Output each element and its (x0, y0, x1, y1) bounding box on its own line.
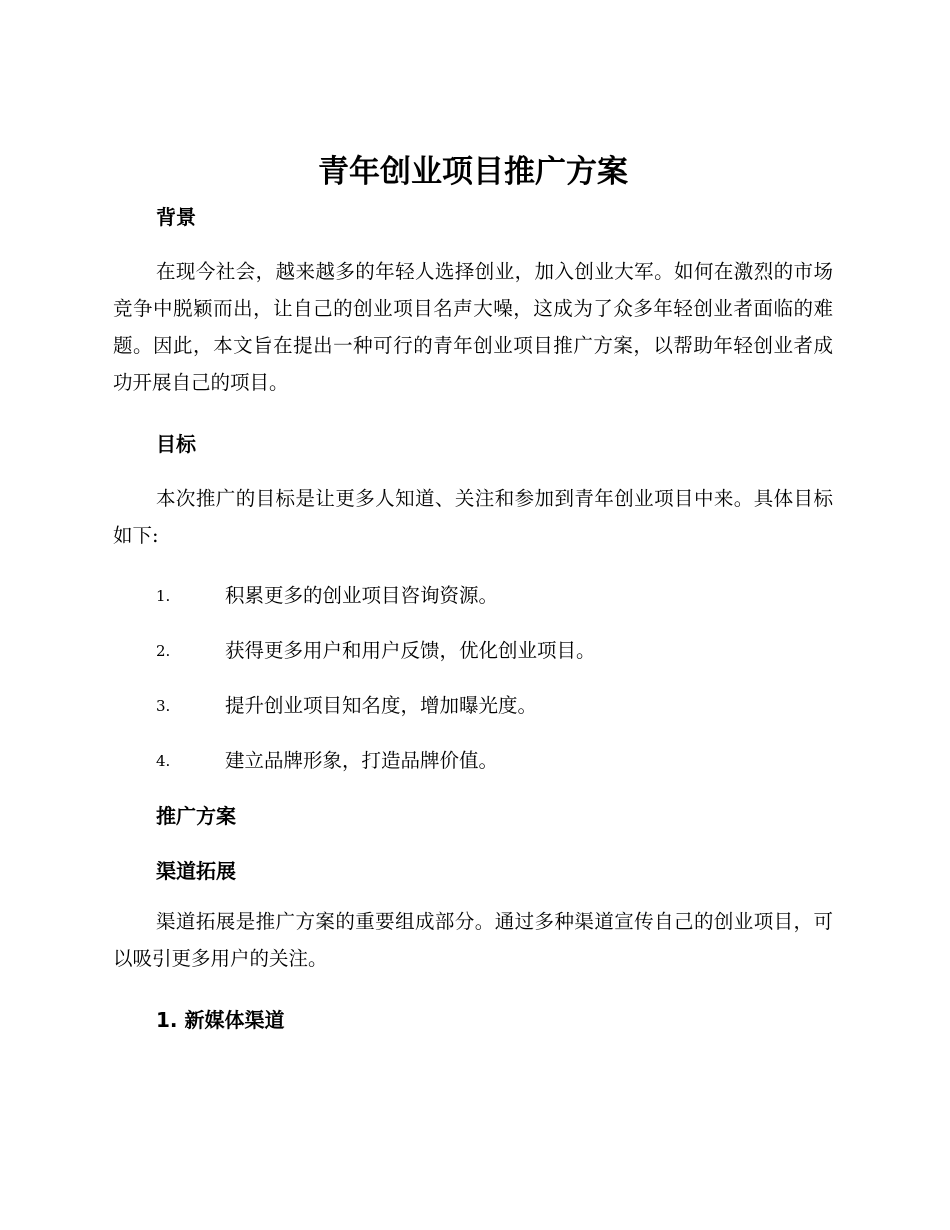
list-item-text: 积累更多的创业项目咨询资源。 (225, 584, 499, 607)
list-item-number: 3. (156, 697, 171, 715)
list-item (113, 637, 833, 665)
heading-channel: 渠道拓展 (156, 859, 236, 883)
list-item (113, 582, 833, 610)
list-item-text: 提升创业项目知名度，增加曝光度。 (225, 694, 538, 717)
heading-plan: 推广方案 (156, 804, 236, 828)
list-item (113, 692, 833, 720)
document-title: 青年创业项目推广方案 (318, 154, 628, 190)
list-item-number: 4. (156, 752, 171, 770)
heading-new-media: 1. 新媒体渠道 (156, 1008, 285, 1032)
paragraph-goals: 本次推广的目标是让更多人知道、关注和参加到青年创业项目中来。具体目标如下: (113, 487, 833, 547)
paragraph-background: 在现今社会，越来越多的年轻人选择创业，加入创业大军。如何在激烈的市场竞争中脱颖而出，让自己的创业项目名声大噪，这成为了众多年轻创业者面临的难题。因此，本文旨在提出一种可行的青年创业项目推广方案，以帮助年轻创业者成功开展自己的项目。 (113, 260, 833, 394)
goals-list (113, 582, 833, 775)
list-item-text: 建立品牌形象，打造品牌价值。 (225, 749, 499, 772)
list-item-number: 2. (156, 642, 171, 660)
list-item-text: 获得更多用户和用户反馈，优化创业项目。 (225, 639, 596, 662)
paragraph-channel: 渠道拓展是推广方案的重要组成部分。通过多种渠道宣传自己的创业项目，可以吸引更多用户的关注。 (113, 910, 833, 970)
document-page (113, 150, 833, 1034)
list-item-number: 1. (156, 587, 171, 605)
heading-background: 背景 (156, 205, 196, 229)
heading-goals: 目标 (156, 432, 196, 456)
list-item (113, 747, 833, 775)
